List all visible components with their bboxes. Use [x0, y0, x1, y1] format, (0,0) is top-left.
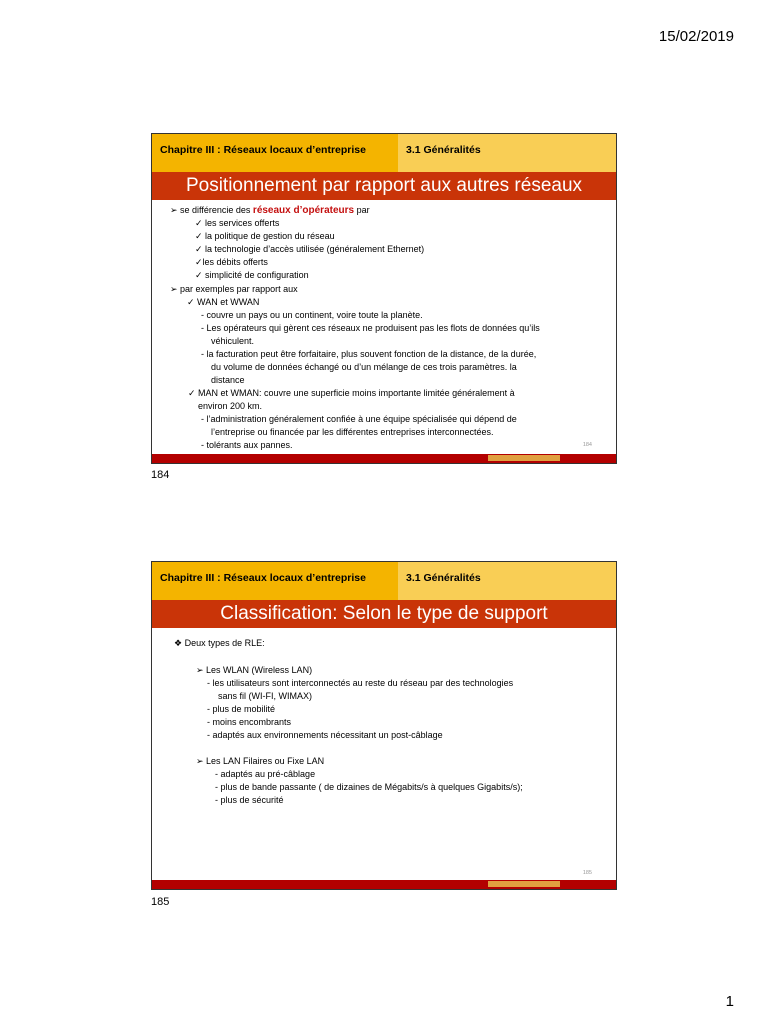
- print-date: 15/02/2019: [658, 28, 734, 45]
- dash-item: - moins encombrants: [207, 717, 292, 727]
- slide-185: [151, 561, 617, 890]
- slide-number: 185: [582, 870, 592, 876]
- check-item: ✓ WAN et WWAN: [187, 297, 260, 307]
- bullet-text: ➢ se différencie des: [170, 205, 253, 215]
- check-item-continued: environ 200 km.: [198, 401, 263, 411]
- slide-title: Positionnement par rapport aux autres réseaux: [152, 172, 616, 200]
- slide-number: 184: [582, 442, 592, 448]
- arrow-bullet: ➢ Les LAN Filaires ou Fixe LAN: [196, 756, 325, 766]
- dash-item-continued: distance: [211, 375, 245, 385]
- check-item: ✓ la politique de gestion du réseau: [195, 231, 335, 241]
- check-item: ✓ la technologie d’accès utilisée (généralement Ethernet): [195, 244, 425, 254]
- dash-item-continued: véhiculent.: [211, 336, 255, 346]
- dash-item: - l’administration généralement confiée à une équipe spécialisée qui dépend de: [201, 414, 517, 424]
- slide-title: Classification: Selon le type de support: [152, 600, 616, 628]
- footer-link-decoration: [488, 455, 560, 461]
- slide-caption: 184: [151, 469, 170, 481]
- slide-footer: [152, 880, 616, 889]
- highlight-text: réseaux d’opérateurs: [252, 205, 355, 216]
- chapter-label: Chapitre III : Réseaux locaux d’entreprise: [152, 134, 398, 172]
- dash-item: - Les opérateurs qui gèrent ces réseaux ne produisent pas les flots de données qu’ils: [201, 323, 540, 333]
- dash-item: - les utilisateurs sont interconnectés au reste du réseau par des technologies: [207, 678, 514, 688]
- page-number: 1: [725, 993, 734, 1010]
- section-label: 3.1 Généralités: [398, 134, 616, 172]
- bullet-line: ➢ par exemples par rapport aux: [170, 284, 298, 294]
- check-item: ✓les débits offerts: [195, 257, 268, 267]
- dash-item: - tolérants aux pannes.: [201, 440, 293, 450]
- dash-item: - adaptés aux environnements nécessitant un post-câblage: [207, 730, 443, 740]
- slide-header: [152, 134, 616, 172]
- check-item: ✓ les services offerts: [195, 218, 280, 228]
- slide-header: [152, 562, 616, 600]
- bullet-line: [170, 204, 370, 217]
- dash-item: - plus de bande passante ( de dizaines de Mégabits/s à quelques Gigabits/s);: [215, 782, 523, 792]
- check-item: ✓ simplicité de configuration: [195, 270, 309, 280]
- chapter-label: Chapitre III : Réseaux locaux d’entreprise: [152, 562, 398, 600]
- slide-footer: [152, 454, 616, 463]
- bullet-text: par: [354, 205, 370, 215]
- slide-caption: 185: [151, 896, 170, 908]
- dash-item-continued: l’entreprise ou financée par les différentes entreprises interconnectées.: [211, 427, 494, 437]
- check-item: ✓ MAN et WMAN: couvre une superficie moins importante limitée généralement à: [188, 388, 515, 398]
- dash-item: - plus de mobilité: [207, 704, 276, 714]
- dash-item: - adaptés au pré-câblage: [215, 769, 316, 779]
- section-label: 3.1 Généralités: [398, 562, 616, 600]
- arrow-bullet: ➢ Les WLAN (Wireless LAN): [196, 665, 313, 675]
- dash-item: - couvre un pays ou un continent, voire toute la planète.: [201, 310, 423, 320]
- diamond-bullet: ❖ Deux types de RLE:: [174, 638, 265, 648]
- dash-item: - la facturation peut être forfaitaire, plus souvent fonction de la distance, de la durée,: [201, 349, 537, 359]
- dash-item-continued: sans fil (WI-FI, WIMAX): [218, 691, 312, 701]
- slide-184: [151, 133, 617, 464]
- footer-link-decoration: [488, 881, 560, 887]
- dash-item-continued: du volume de données échangé ou d’un mélange de ces trois paramètres. la: [211, 362, 517, 372]
- dash-item: - plus de sécurité: [215, 795, 284, 805]
